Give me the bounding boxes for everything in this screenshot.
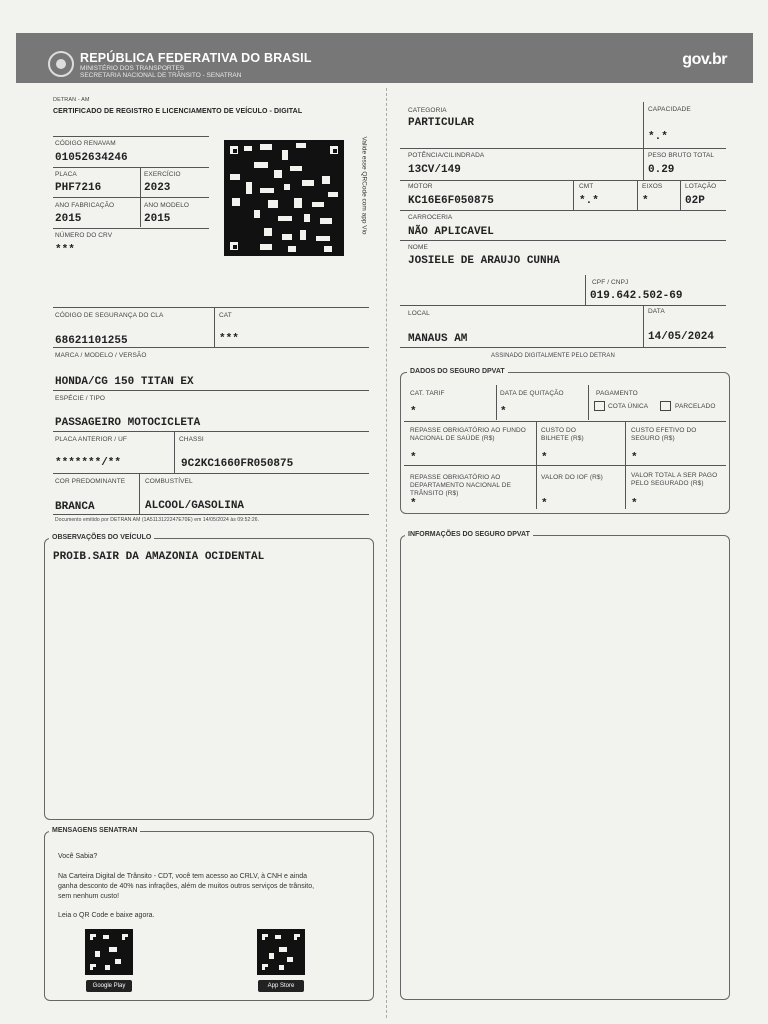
combustivel-label: COMBUSTÍVEL <box>145 478 193 485</box>
google-play-qr[interactable] <box>85 929 133 975</box>
custo-seguro-label: CUSTO EFETIVO DO SEGURO (R$) <box>631 427 697 442</box>
chassi-label: CHASSI <box>179 436 204 443</box>
categoria-value: PARTICULAR <box>408 117 475 129</box>
info-dpvat-box <box>400 531 730 1000</box>
iof-value: * <box>541 498 548 510</box>
motor-value: KC16E6F050875 <box>408 195 494 207</box>
renavam-label: CÓDIGO RENAVAM <box>55 140 116 147</box>
cpf-label: CPF / CNPJ <box>592 279 629 286</box>
cor-value: BRANCA <box>55 501 95 513</box>
peso-label: PESO BRUTO TOTAL <box>648 152 715 159</box>
bilhete-value: * <box>541 452 548 464</box>
chassi-value: 9C2KC1660FR050875 <box>181 458 294 470</box>
cota-unica-checkbox[interactable] <box>594 401 605 411</box>
lotacao-value: 02P <box>685 195 705 207</box>
iof-label: VALOR DO IOF (R$) <box>541 474 603 481</box>
parcelado-checkbox[interactable] <box>660 401 671 411</box>
lotacao-label: LOTAÇÃO <box>685 183 717 190</box>
validation-qr-code[interactable] <box>224 140 344 256</box>
crv-value: *** <box>55 244 75 256</box>
ano-fabricacao-value: 2015 <box>55 213 82 225</box>
placa-value: PHF7216 <box>55 182 102 194</box>
bilhete-label: CUSTO DO BILHETE (R$) <box>541 427 584 442</box>
renavam-value: 01052634246 <box>55 152 128 164</box>
cat-tarif-value: * <box>410 406 417 418</box>
cat-tarif-label: CAT. TARIF <box>410 390 445 397</box>
header-bar <box>16 33 753 83</box>
motor-label: MOTOR <box>408 183 433 190</box>
qr-caption-wrapper <box>359 138 369 258</box>
cmt-value: *.* <box>579 195 599 207</box>
placa-anterior-value: *******/** <box>55 457 122 469</box>
app-store-badge[interactable]: App Store <box>258 980 304 992</box>
google-play-badge[interactable]: Google Play <box>86 980 132 992</box>
capacidade-label: CAPACIDADE <box>648 106 691 113</box>
cla-value: 68621101255 <box>55 335 128 347</box>
carroceria-value: NÃO APLICAVEL <box>408 226 494 238</box>
emission-footer: Documento emitido por DETRAN AM (1A5113122247E70E) em 14/05/2024 às 09:52:26. <box>55 517 260 523</box>
eixos-value: * <box>642 195 649 207</box>
custo-seguro-value: * <box>631 452 638 464</box>
carroceria-label: CARROCERIA <box>408 214 453 221</box>
potencia-label: POTÊNCIA/CILINDRADA <box>408 152 485 159</box>
nome-value: JOSIELE DE ARAUJO CUNHA <box>408 255 560 267</box>
fold-line <box>386 88 388 1018</box>
ano-modelo-value: 2015 <box>144 213 171 225</box>
placa-anterior-label: PLACA ANTERIOR / UF <box>55 436 127 443</box>
assinado-text: ASSINADO DIGITALMENTE PELO DETRAN <box>491 353 615 359</box>
exercicio-value: 2023 <box>144 182 171 194</box>
total-label: VALOR TOTAL A SER PAGO PELO SEGURADO (R$) <box>631 472 718 487</box>
local-label: LOCAL <box>408 310 430 317</box>
cmt-label: CMT <box>579 183 594 190</box>
ministry-text: MINISTÉRIO DOS TRANSPORTES SECRETARIA NACIONAL DE TRÂNSITO - SENATRAN <box>80 65 242 79</box>
republic-title: REPÚBLICA FEDERATIVA DO BRASIL <box>80 51 312 65</box>
dnt-label: REPASSE OBRIGATÓRIO AO DEPARTAMENTO NACIONAL DE TRÂNSITO (R$) <box>410 474 512 497</box>
cat-label: CAT <box>219 312 232 319</box>
info-dpvat-title: INFORMAÇÕES DO SEGURO DPVAT <box>405 531 533 538</box>
marca-label: MARCA / MODELO / VERSÃO <box>55 352 147 359</box>
cota-unica-label: COTA ÚNICA <box>608 403 649 410</box>
fns-label: REPASSE OBRIGATÓRIO AO FUNDO NACIONAL DE SAÚDE (R$) <box>410 427 526 442</box>
dpvat-title: DADOS DO SEGURO DPVAT <box>407 368 508 375</box>
cdt-info-text: Na Carteira Digital de Trânsito - CDT, você tem acesso ao CRLV, à CNH e ainda ganha desconto de 40% nas infrações, além de muitos outros serviços de trânsito, sem nenhum custo! <box>58 873 315 900</box>
capacidade-value: *.* <box>648 131 668 143</box>
pagamento-label: PAGAMENTO <box>596 390 638 397</box>
cor-label: COR PREDOMINANTE <box>55 478 126 485</box>
data-label: DATA <box>648 308 665 315</box>
voce-sabia-text: Você Sabia? <box>58 853 98 860</box>
detran-label: DETRAN - AM <box>53 97 90 103</box>
exercicio-label: EXERCÍCIO <box>144 171 181 178</box>
observacoes-title: OBSERVAÇÕES DO VEÍCULO <box>49 534 154 541</box>
data-quitacao-label: DATA DE QUITAÇÃO <box>500 390 564 397</box>
ano-modelo-label: ANO MODELO <box>144 202 190 209</box>
potencia-value: 13CV/149 <box>408 164 461 176</box>
data-value: 14/05/2024 <box>648 331 715 343</box>
coat-of-arms-icon <box>48 51 74 77</box>
especie-label: ESPÉCIE / TIPO <box>55 395 106 402</box>
govbr-logo: gov.br <box>682 51 727 68</box>
nome-label: NOME <box>408 244 428 251</box>
dnt-value: * <box>410 498 417 510</box>
fns-value: * <box>410 452 417 464</box>
placa-label: PLACA <box>55 171 77 178</box>
especie-value: PASSAGEIRO MOTOCICLETA <box>55 417 201 429</box>
app-store-qr[interactable] <box>257 929 305 975</box>
parcelado-label: PARCELADO <box>675 403 716 410</box>
categoria-label: CATEGORIA <box>408 107 447 114</box>
marca-value: HONDA/CG 150 TITAN EX <box>55 376 194 388</box>
local-value: MANAUS AM <box>408 333 468 345</box>
qr-caption: Valide esse QRCode com app Vio <box>360 136 368 235</box>
ano-fabricacao-label: ANO FABRICAÇÃO <box>55 202 115 209</box>
cla-label: CÓDIGO DE SEGURANÇA DO CLA <box>55 312 164 319</box>
mensagens-title: MENSAGENS SENATRAN <box>49 827 140 834</box>
cpf-value: 019.642.502-69 <box>590 290 683 302</box>
cat-value: *** <box>219 333 239 345</box>
combustivel-value: ALCOOL/GASOLINA <box>145 500 245 512</box>
data-quitacao-value: * <box>500 406 507 418</box>
doc-title: CERTIFICADO DE REGISTRO E LICENCIAMENTO DE VEÍCULO - DIGITAL <box>53 108 303 115</box>
qr-instruction-text: Leia o QR Code e baixe agora. <box>58 912 155 919</box>
eixos-label: EIXOS <box>642 183 663 190</box>
observacoes-box <box>44 534 374 820</box>
peso-value: 0.29 <box>648 164 675 176</box>
crv-label: NÚMERO DO CRV <box>55 232 113 239</box>
observacoes-text: PROIB.SAIR DA AMAZONIA OCIDENTAL <box>53 551 265 563</box>
total-value: * <box>631 498 638 510</box>
